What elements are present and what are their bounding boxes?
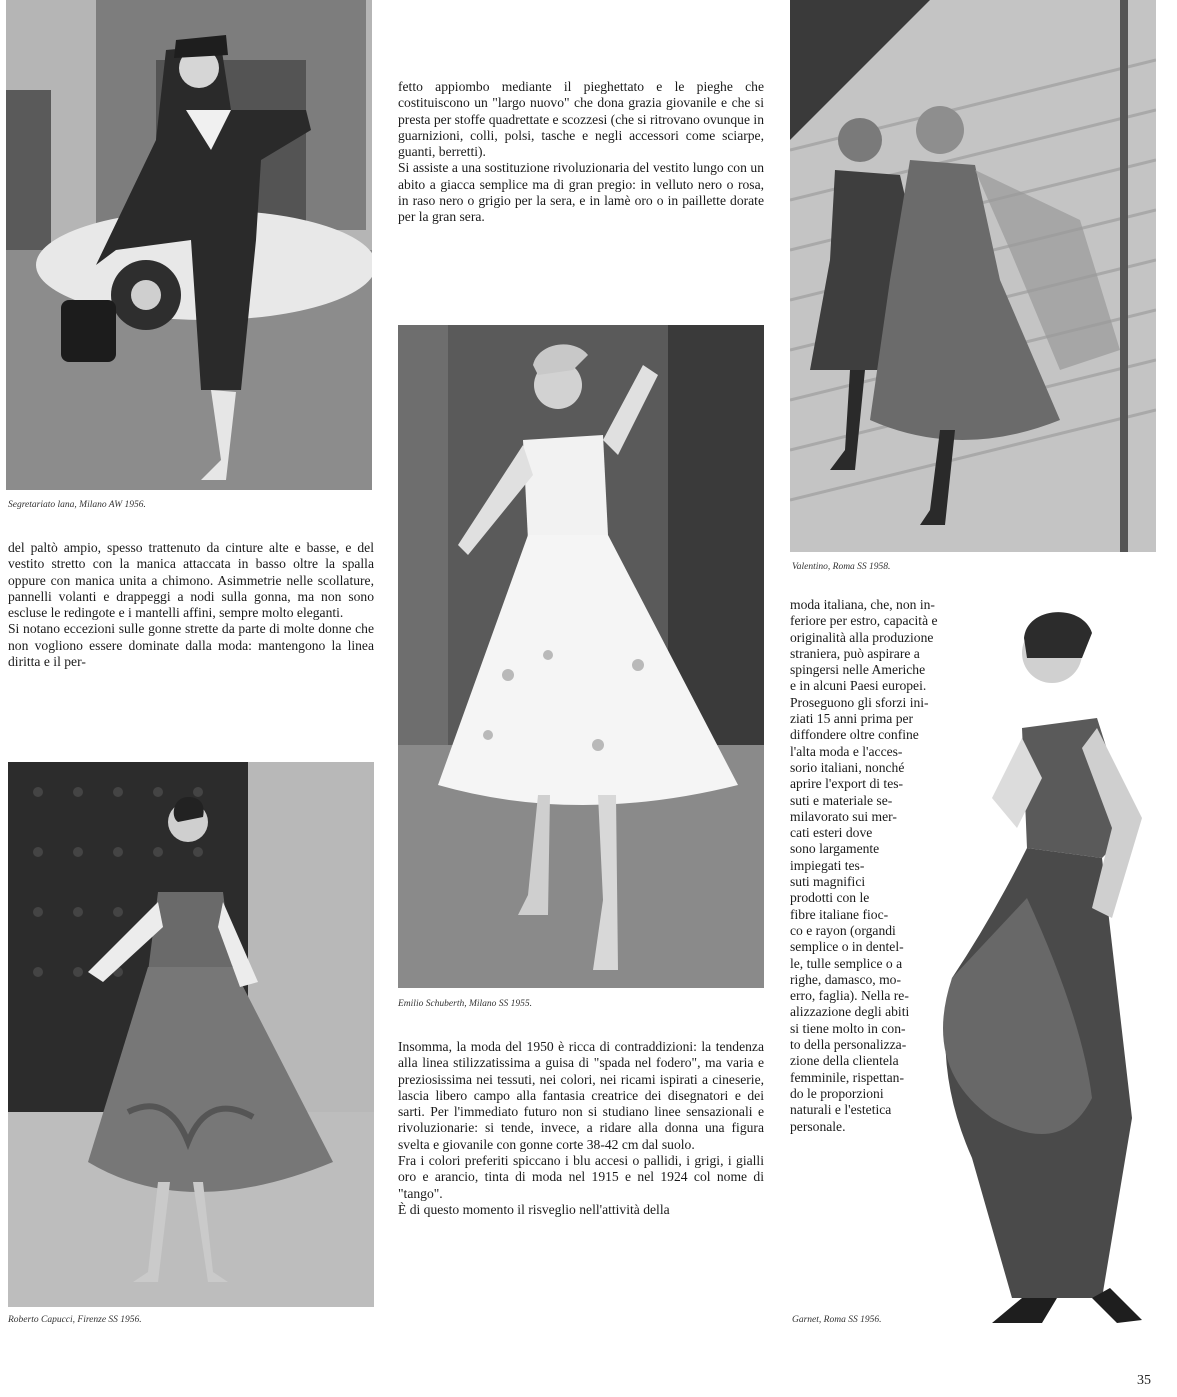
photo-caption: Roberto Capucci, Firenze SS 1956. [8, 1315, 142, 1325]
text-line: co e rayon (organdi [790, 922, 896, 938]
column-2-top-text [398, 79, 764, 226]
text-line: si tiene molto in con- [790, 1020, 906, 1036]
photo-white-dress [398, 325, 764, 988]
text-line: l'alta moda e l'acces- [790, 743, 903, 759]
text-line: Proseguono gli sforzi ini- [790, 694, 929, 710]
text-line: zione della clientela [790, 1053, 899, 1069]
text-line: alizzazione degli abiti [790, 1004, 910, 1020]
paragraph: fetto appiombo mediante il pieghettato e le pieghe che costituiscono un "largo nuovo" che dona grazia giovanile e che si presta per stoffe quadrettate e scozzesi (che si ritrovano ovunque in guarnizioni, colli, polsi, tasche e negli accessori come sciarpe, guanti, berretti). [398, 79, 764, 160]
text-line: originalità alla produzione [790, 629, 934, 645]
text-line: semplice o in dentel- [790, 939, 904, 955]
text-line: spingersi nelle Americhe [790, 662, 926, 678]
paragraph: Fra i colori preferiti spiccano i blu accesi o pallidi, i grigi, i gialli oro e arancio, tinta di moda nel 1915 e nel 1924 col nome di "tango". [398, 1153, 764, 1201]
photo-flared-dress-door [8, 762, 374, 1307]
text-line: milavorato sui mer- [790, 808, 897, 824]
text-line: erro, faglia). Nella re- [790, 988, 909, 1004]
text-line: personale. [790, 1118, 846, 1134]
photo-caption: Emilio Schuberth, Milano SS 1955. [398, 999, 533, 1009]
text-line: suti e materiale se- [790, 792, 893, 808]
page-number: 35 [1137, 1373, 1151, 1388]
text-line: righe, damasco, mo- [790, 971, 901, 987]
text-line: diffondere oltre confine [790, 727, 919, 743]
photo-caption: Garnet, Roma SS 1956. [792, 1315, 882, 1325]
text-line: aprire l'export di tes- [790, 776, 904, 792]
paragraph: del paltò ampio, spesso trattenuto da cinture alte e basse, e del vestito stretto con la manica attaccata in basso oltre la spalla oppure con manica unita a chimono. Asimmetrie nelle scollature, pannelli volanti e drappeggi a nodi sulla gonna, ma non sono escluse le redingote e i mantelli affini, sempre molto eleganti. [8, 540, 374, 621]
photo-caption: Valentino, Roma SS 1958. [792, 562, 891, 572]
column-3-text [790, 597, 1030, 1135]
text-line: to della personalizza- [790, 1037, 907, 1053]
text-line: ziati 15 anni prima per [790, 711, 914, 727]
text-line: naturali e l'estetica [790, 1102, 892, 1118]
photo-two-women-stairs [790, 0, 1156, 552]
paragraph: Si assiste a una sostituzione rivoluzionaria del vestito lungo con un abito a giacca semplice ma di gran pregio: in velluto nero o rosa, in raso nero o grigio per la sera, e in lamè oro o in paillette dorate per la gran sera. [398, 160, 764, 225]
text-line: sorio italiani, nonché [790, 759, 905, 775]
paragraph: Insomma, la moda del 1950 è ricca di contraddizioni: la tendenza alla linea stilizzatissima a guisa di "spada nel fodero", ma varia e preziosissima nei tessuti, nei colori, nei ricami ispirati a cineserie, lascia libero campo alla fantasia creatrice dei disegnatori e dei sarti. Per l'immediato futuro non si studiano linee sensazionali e rivoluzionarie: si tende, invece, a ridare alla donna una figura svelta e giovanile con gonne corte 38-42 cm dal suolo. [398, 1039, 764, 1152]
column-2-bottom-text [398, 1039, 764, 1218]
column-1-text [8, 540, 374, 670]
text-line: do le proporzioni [790, 1085, 884, 1101]
text-line: suti magnifici [790, 874, 866, 890]
paragraph: È di questo momento il risveglio nell'attività della [398, 1201, 670, 1217]
text-line: e in alcuni Paesi europei. [790, 678, 927, 694]
text-line: femminile, rispettan- [790, 1069, 905, 1085]
text-line: moda italiana, che, non in- [790, 597, 935, 612]
text-line: impiegati tes- [790, 857, 865, 873]
text-line: cati esteri dove [790, 825, 873, 841]
paragraph: Si notano eccezioni sulle gonne strette da parte di molte donne che non vogliono essere dominate dalla moda: mantengono la linea diritta e il per- [8, 621, 374, 670]
text-line: feriore per estro, capacità e [790, 613, 938, 629]
photo-suit-arch [6, 0, 372, 490]
photo-caption: Segretariato lana, Milano AW 1956. [8, 500, 146, 510]
text-line: prodotti con le [790, 890, 870, 906]
text-line: fibre italiane fioc- [790, 906, 889, 922]
text-line: le, tulle semplice o a [790, 955, 903, 971]
text-line: straniera, può aspirare a [790, 645, 920, 661]
text-line: sono largamente [790, 841, 880, 857]
